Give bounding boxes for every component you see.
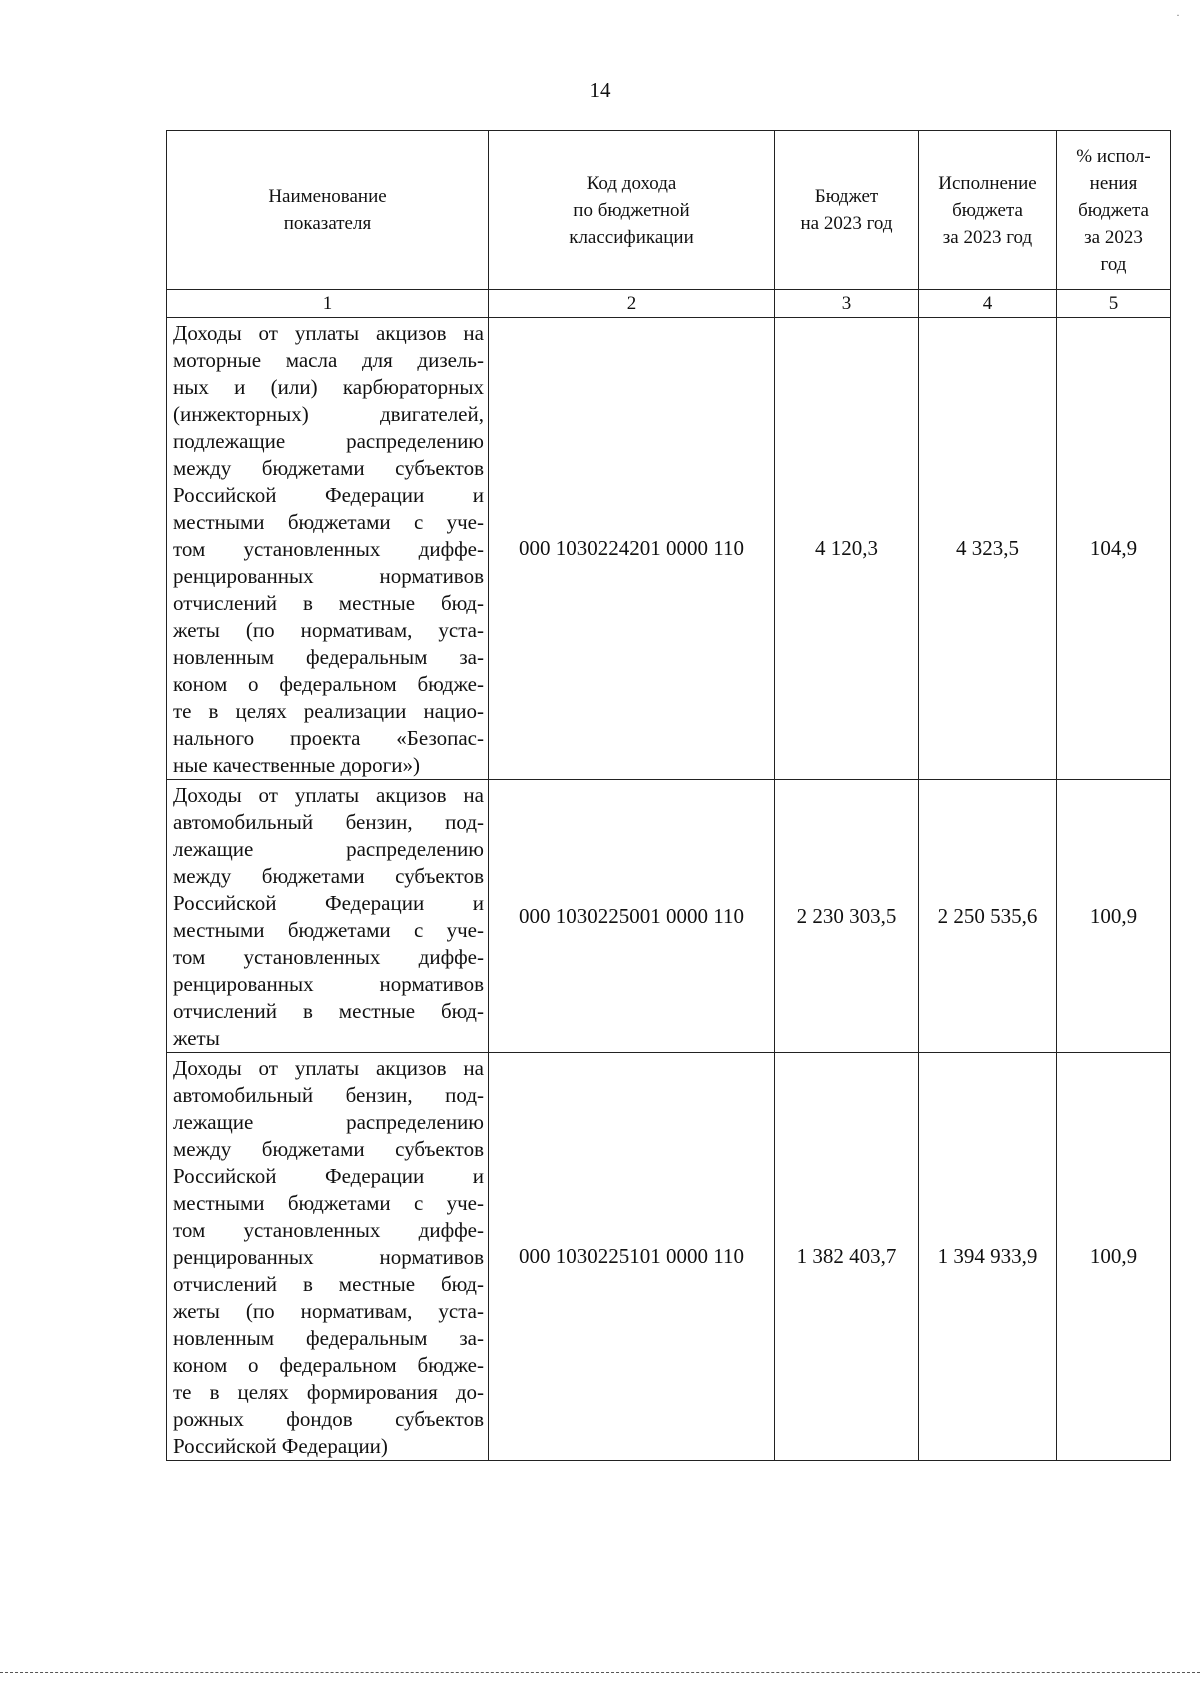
column-number: 2 — [489, 290, 775, 318]
text-line: на 2023 год — [800, 213, 893, 234]
text-line: между бюджетами субъектов — [173, 456, 484, 480]
indicator-name — [167, 318, 489, 780]
text-line: Российской Федерации и — [173, 1164, 484, 1188]
header-row — [167, 131, 1171, 290]
text-line: ренцированных нормативов — [173, 564, 484, 588]
indicator-name — [167, 1053, 489, 1461]
text-line: подлежащие распределению — [173, 429, 484, 453]
corner-mark: · — [1176, 8, 1180, 22]
text-line: за 2023 — [1084, 226, 1143, 248]
budget-value: 1 382 403,7 — [775, 1053, 919, 1461]
text-line: по бюджетной — [573, 199, 690, 221]
income-code: 000 1030225001 0000 110 — [489, 780, 775, 1053]
column-number: 1 — [167, 290, 489, 318]
page-bottom-rule — [0, 1672, 1200, 1673]
text-line: автомобильный бензин, под- — [173, 810, 484, 834]
header-budget — [775, 131, 919, 290]
text-line: лежащие распределению — [173, 837, 484, 861]
text-line: показателя — [283, 213, 372, 234]
text-line: классификации — [569, 226, 694, 248]
table-row — [167, 318, 1171, 780]
text-line: жеты — [173, 1026, 220, 1050]
column-number-row — [167, 290, 1171, 318]
text-line: местными бюджетами с уче- — [173, 1191, 484, 1215]
header-percent — [1057, 131, 1171, 290]
income-code: 000 1030224201 0000 110 — [489, 318, 775, 780]
text-line: Российской Федерации и — [173, 483, 484, 507]
text-line: коном о федеральном бюдже- — [173, 1353, 484, 1377]
text-line: том установленных диффе- — [173, 537, 484, 561]
text-line: автомобильный бензин, под- — [173, 1083, 484, 1107]
table-row — [167, 1053, 1171, 1461]
text-line: новленным федеральным за- — [173, 645, 484, 669]
text-line: коном о федеральном бюдже- — [173, 672, 484, 696]
budget-value: 2 230 303,5 — [775, 780, 919, 1053]
text-line: Доходы от уплаты акцизов на — [173, 783, 484, 807]
text-line: те в целях реализации нацио- — [173, 699, 484, 723]
text-line: ренцированных нормативов — [173, 1245, 484, 1269]
percent-value: 100,9 — [1057, 780, 1171, 1053]
text-line: (инжекторных) двигателей, — [173, 402, 484, 426]
text-line: местными бюджетами с уче- — [173, 918, 484, 942]
text-line: нения — [1089, 172, 1138, 194]
text-line: Исполнение — [938, 172, 1037, 194]
budget-table — [166, 130, 1171, 1461]
text-line: жеты (по нормативам, уста- — [173, 618, 484, 642]
page-number: 14 — [589, 78, 611, 102]
column-number: 5 — [1057, 290, 1171, 318]
text-line: бюджета — [952, 199, 1023, 221]
text-line: отчислений в местные бюд- — [173, 999, 484, 1023]
text-line: местными бюджетами с уче- — [173, 510, 484, 534]
text-line: те в целях формирования до- — [173, 1380, 484, 1404]
text-line: жеты (по нормативам, уста- — [173, 1299, 484, 1323]
text-line: ных и (или) карбюраторных — [173, 375, 484, 399]
income-code: 000 1030225101 0000 110 — [489, 1053, 775, 1461]
budget-value: 4 120,3 — [775, 318, 919, 780]
text-line: между бюджетами субъектов — [173, 1137, 484, 1161]
text-line: том установленных диффе- — [173, 945, 484, 969]
text-line: новленным федеральным за- — [173, 1326, 484, 1350]
text-line: год — [1100, 253, 1127, 275]
header-execution — [919, 131, 1057, 290]
text-line: за 2023 год — [942, 226, 1033, 248]
text-line: Бюджет — [814, 186, 879, 207]
indicator-name — [167, 780, 489, 1053]
text-line: моторные масла для дизель- — [173, 348, 484, 372]
table-row — [167, 780, 1171, 1053]
text-line: Российской Федерации) — [173, 1434, 388, 1458]
execution-value: 4 323,5 — [919, 318, 1057, 780]
header-code — [489, 131, 775, 290]
text-line: Код дохода — [586, 172, 677, 194]
execution-value: 1 394 933,9 — [919, 1053, 1057, 1461]
text-line: отчислений в местные бюд- — [173, 1272, 484, 1296]
percent-value: 104,9 — [1057, 318, 1171, 780]
text-line: Российской Федерации и — [173, 891, 484, 915]
text-line: ренцированных нормативов — [173, 972, 484, 996]
text-line: между бюджетами субъектов — [173, 864, 484, 888]
text-line: Доходы от уплаты акцизов на — [173, 1056, 484, 1080]
text-line: рожных фондов субъектов — [173, 1407, 484, 1431]
header-name — [167, 131, 489, 290]
execution-value: 2 250 535,6 — [919, 780, 1057, 1053]
text-line: бюджета — [1078, 199, 1149, 221]
text-line: нального проекта «Безопас- — [173, 726, 484, 750]
text-line: % испол- — [1076, 145, 1151, 167]
text-line: лежащие распределению — [173, 1110, 484, 1134]
text-line: том установленных диффе- — [173, 1218, 484, 1242]
text-line: Доходы от уплаты акцизов на — [173, 321, 484, 345]
text-line: Наименование — [268, 186, 387, 207]
text-line: ные качественные дороги») — [173, 753, 420, 777]
percent-value: 100,9 — [1057, 1053, 1171, 1461]
column-number: 3 — [775, 290, 919, 318]
column-number: 4 — [919, 290, 1057, 318]
text-line: отчислений в местные бюд- — [173, 591, 484, 615]
